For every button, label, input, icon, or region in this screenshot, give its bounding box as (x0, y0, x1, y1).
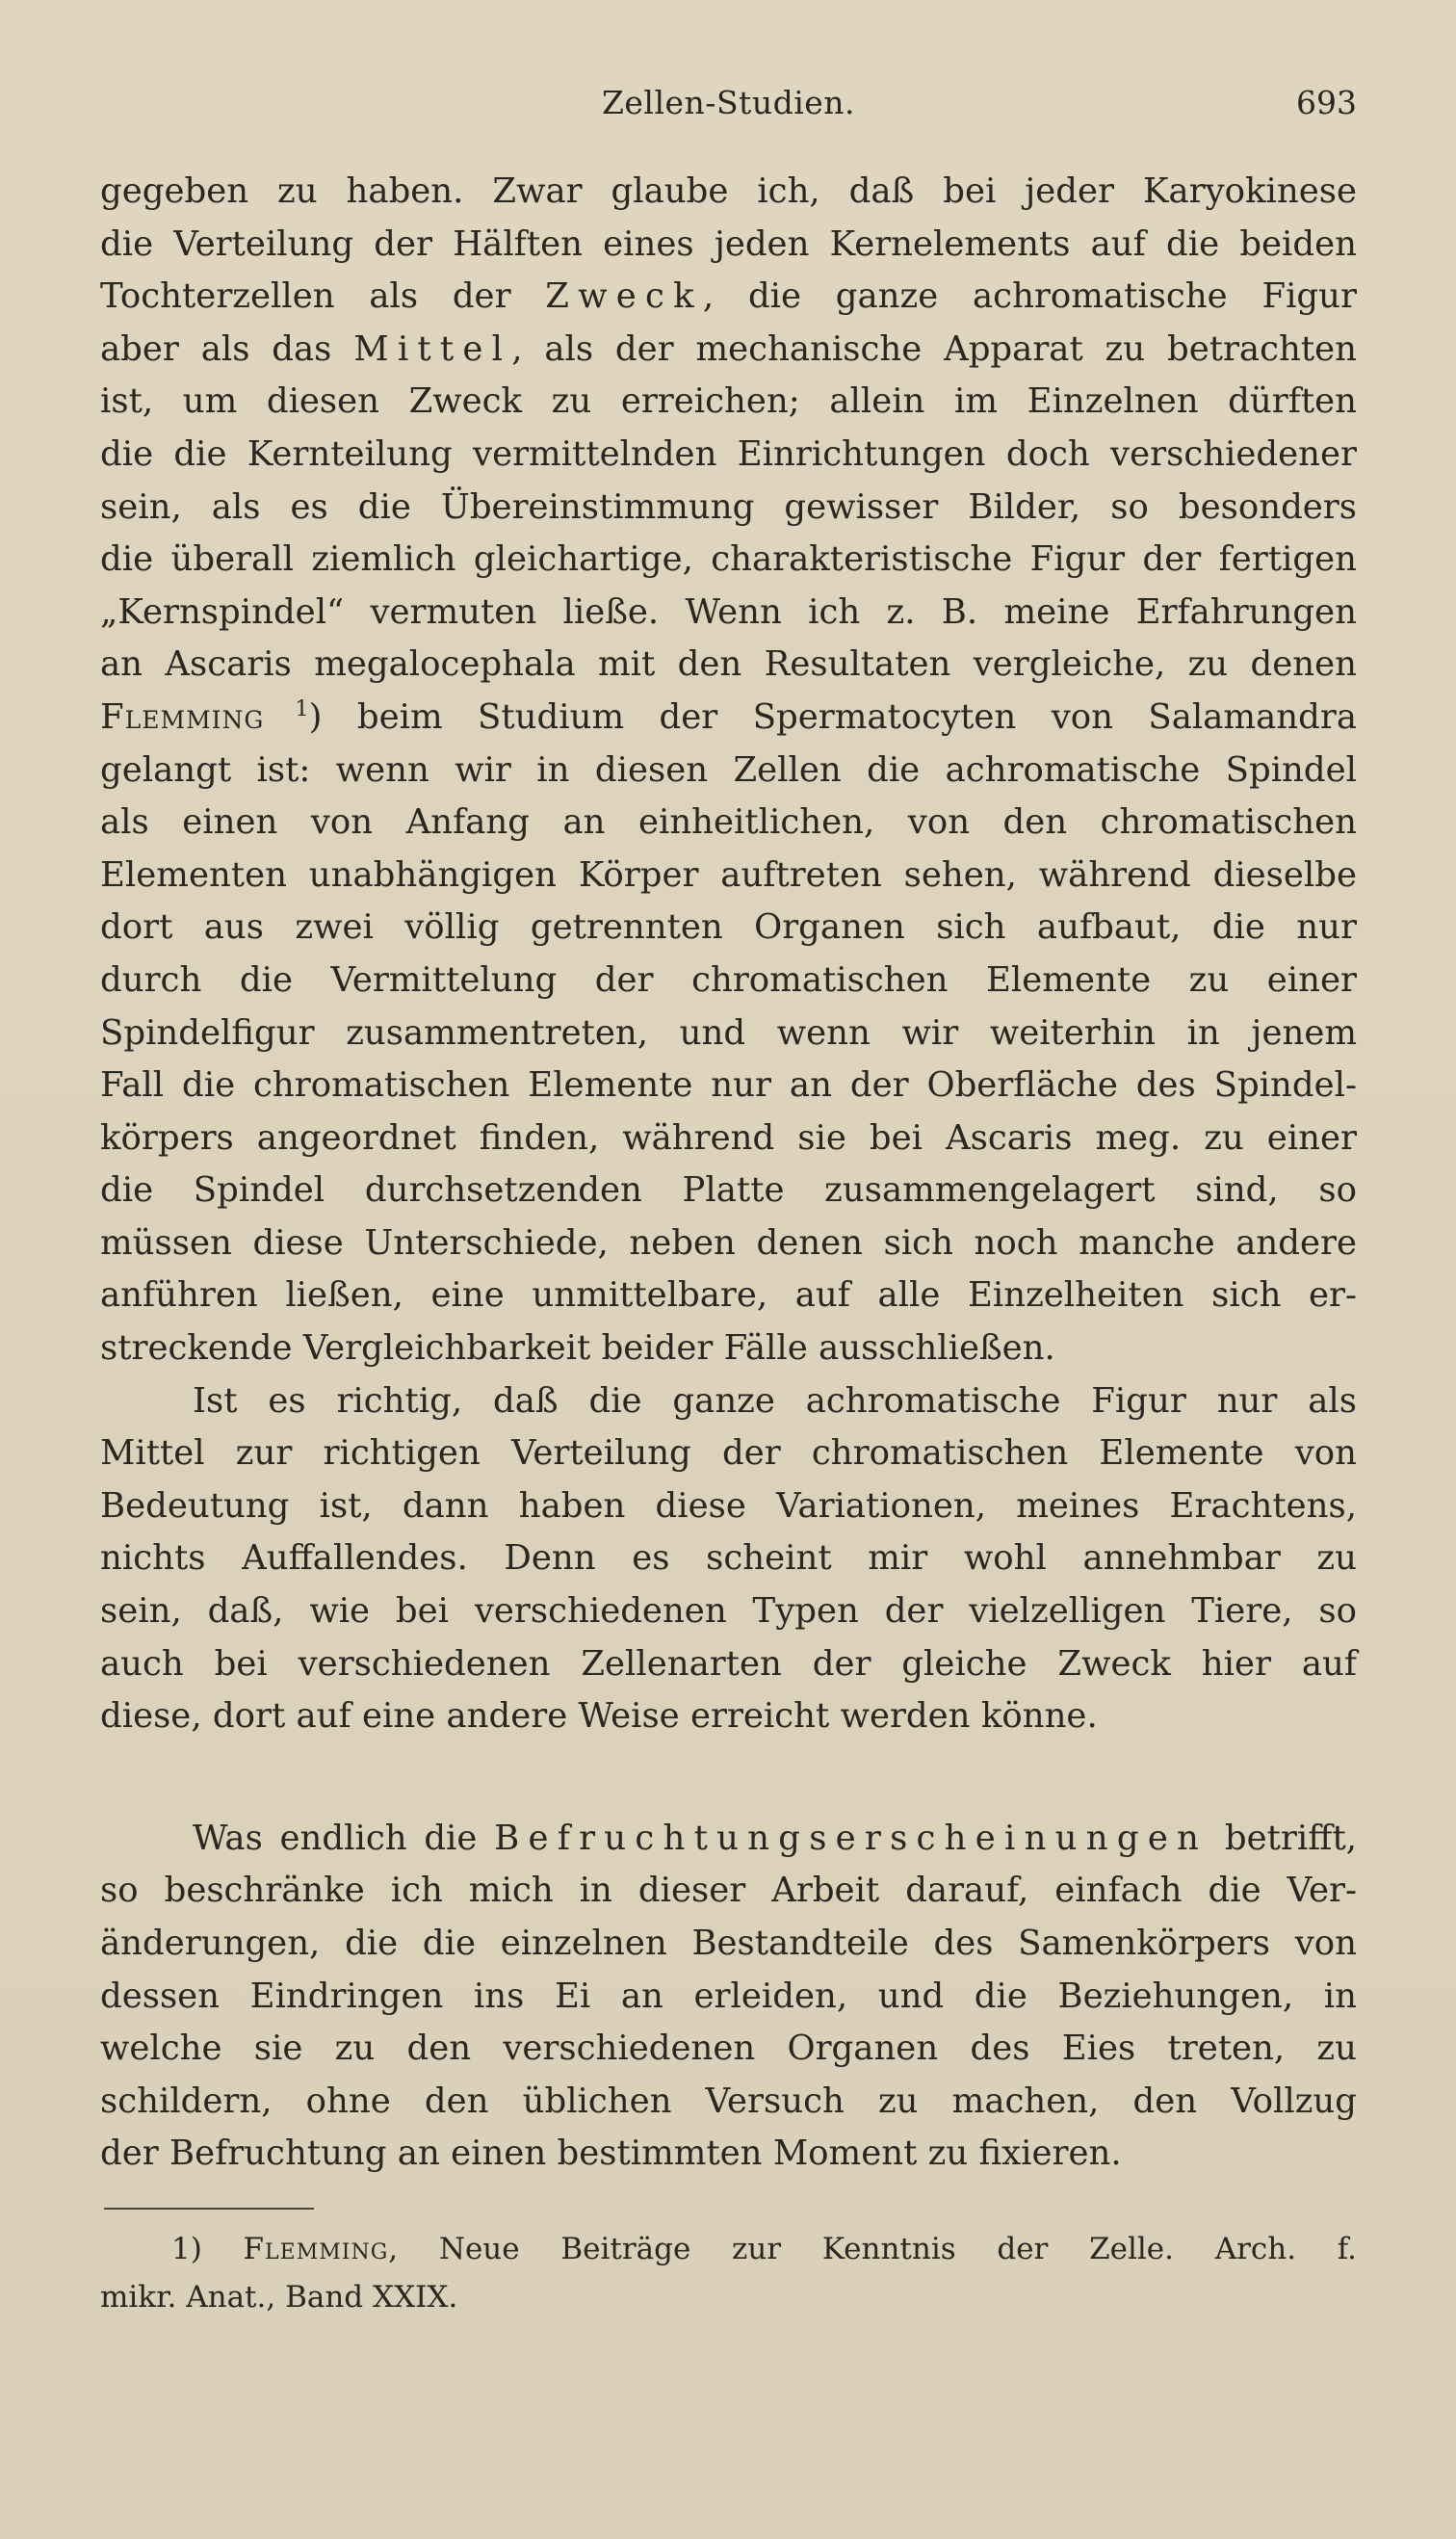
text-line (100, 376, 1357, 429)
running-title: Zellen-Studien. (601, 84, 856, 121)
text-line (100, 1060, 1357, 1112)
text-run: dessen Eindringen ins Ei an erleiden, und die Beziehungen, in (100, 1976, 1357, 2016)
text-run: , als der mechanische Apparat zu betrachten (511, 328, 1357, 369)
text-line (100, 902, 1357, 955)
spaced-emphasis: Befruchtungserscheinungen (494, 1818, 1209, 1858)
text-run: Ist es richtig, daß die ganze achromatische Figur nur als (193, 1380, 1357, 1421)
text-run: dort aus zwei völlig getrennten Organen sich aufbaut, die nur (100, 907, 1357, 948)
text-line (100, 2225, 1357, 2273)
text-line (100, 271, 1357, 324)
text-run: „Kernspindel“ vermuten ließe. Wenn ich z. B. meine Erfahrungen (100, 591, 1357, 632)
text-run: körpers angeordnet finden, während sie bei Ascaris meg. zu einer (100, 1117, 1357, 1158)
text-line (100, 166, 1357, 219)
text-line (100, 1270, 1357, 1322)
text-line (100, 1217, 1357, 1270)
text-line (100, 1427, 1357, 1480)
text-line (100, 1813, 1357, 1866)
text-line (100, 1918, 1357, 1971)
text-run: anführen ließen, eine unmittelbare, auf alle Einzelheiten sich er- (100, 1275, 1357, 1316)
text-run: , die ganze achromatische Figur (702, 276, 1357, 317)
text-run: als einen von Anfang an einheitlichen, von den chromatischen (100, 802, 1357, 843)
text-line (100, 1375, 1357, 1428)
text-line (100, 587, 1357, 640)
text-run: die Spindel durchsetzenden Platte zusammengelagert sind, so (100, 1170, 1357, 1211)
text-run: die überall ziemlich gleichartige, charakteristische Figur der fertigen (100, 539, 1357, 580)
text-run: an Ascaris megalocephala mit den Resultaten vergleiche, zu denen (100, 644, 1357, 685)
text-line (100, 1322, 1357, 1375)
text-run: , Neue Beiträge zur Kenntnis der Zelle. Arch. f. (388, 2232, 1358, 2266)
text-run: Mittel zur richtigen Verteilung der chromatischen Elemente von (100, 1433, 1357, 1474)
text-run: gegeben zu haben. Zwar glaube ich, daß bei jeder Karyokinese (100, 171, 1357, 211)
text-run: müssen diese Unterschiede, neben denen sich noch manche andere (100, 1222, 1357, 1263)
text-run: durch die Vermittelung der chromatischen Elemente zu einer (100, 959, 1357, 1000)
text-run: Elementen unabhängigen Körper auftreten sehen, während dieselbe (100, 854, 1357, 895)
page-number: 693 (1296, 84, 1357, 121)
text-run: Spindelfigur zusammentreten, und wenn wir weiterhin in jenem (100, 1012, 1357, 1053)
text-line (100, 534, 1357, 587)
author-name: Flemming (100, 696, 265, 737)
paragraph-befruchtung (100, 1813, 1357, 2181)
running-head (100, 79, 1357, 127)
footnote-1 (100, 2225, 1357, 2321)
text-run: die Verteilung der Hälften eines jeden Kernelements auf die beiden (100, 223, 1357, 264)
footnote-rule (104, 2208, 314, 2210)
text-line (100, 2023, 1357, 2076)
text-run: Was endlich die (193, 1818, 495, 1858)
text-line (100, 1585, 1357, 1638)
text-run: Tochterzellen als der (100, 276, 546, 317)
text-line (100, 1690, 1357, 1743)
text-line (100, 850, 1357, 903)
spaced-emphasis: Zweck (545, 276, 703, 317)
text-line (100, 1112, 1357, 1165)
text-run: welche sie zu den verschiedenen Organen des Eies treten, zu (100, 2029, 1357, 2069)
text-line (100, 1971, 1357, 2024)
text-line (100, 2273, 1357, 2321)
text-run: sein, als es die Übereinstimmung gewisser Bilder, so besonders (100, 486, 1357, 527)
text-run: so beschränke ich mich in dieser Arbeit darauf, einfach die Ver- (100, 1871, 1357, 1911)
text-run: diese, dort auf eine andere Weise erreicht werden könne. (100, 1696, 1098, 1737)
text-run: schildern, ohne den üblichen Versuch zu machen, den Vollzug (100, 2081, 1357, 2121)
section-gap (100, 1743, 1357, 1813)
text-run: ist, um diesen Zweck zu erreichen; allein im Einzelnen dürften (100, 381, 1357, 422)
paragraph-karyokinese (100, 166, 1357, 1375)
text-line (100, 1480, 1357, 1533)
spaced-emphasis: Mittel (353, 328, 512, 369)
text-run: sein, daß, wie bei verschiedenen Typen der vielzelligen Tiere, so (100, 1591, 1357, 1632)
footnotes (100, 2225, 1357, 2321)
text-line (100, 1008, 1357, 1060)
text-line (100, 955, 1357, 1008)
text-line (100, 1638, 1357, 1691)
text-run: auch bei verschiedenen Zellenarten der gleiche Zweck hier auf (100, 1643, 1357, 1684)
text-run: aber als das (100, 328, 354, 369)
text-line (100, 745, 1357, 798)
text-run: streckende Vergleichbarkeit beider Fälle ausschließen. (100, 1328, 1055, 1369)
text-line (100, 692, 1357, 745)
text-line (100, 1532, 1357, 1585)
text-run: änderungen, die die einzelnen Bestandteile des Samenkörpers von (100, 1924, 1357, 1963)
author-name: Flemming (243, 2232, 389, 2266)
text-line (100, 1165, 1357, 1217)
text-run: nichts Auffallendes. Denn es scheint mir wohl annehmbar zu (100, 1538, 1357, 1579)
text-run: betrifft, (1208, 1818, 1357, 1858)
text-line (100, 1865, 1357, 1918)
text-line (100, 482, 1357, 535)
text-line (100, 639, 1357, 692)
text-run: ) beim Studium der Spermatocyten von Salamandra (308, 696, 1357, 737)
paragraph-achromatische-figur (100, 1375, 1357, 1743)
text-line (100, 797, 1357, 850)
footnote-marker: 1 (264, 697, 309, 722)
text-line (100, 2076, 1357, 2129)
body-text (100, 166, 1357, 2181)
text-run: 1) (171, 2232, 244, 2266)
text-run: der Befruchtung an einen bestimmten Moment zu fixieren. (100, 2133, 1122, 2174)
text-line (100, 219, 1357, 272)
text-run: die die Kernteilung vermittelnden Einrichtungen doch verschiedener (100, 433, 1357, 474)
text-line (100, 429, 1357, 482)
text-run: gelangt ist: wenn wir in diesen Zellen die achromatische Spindel (100, 749, 1357, 790)
text-run: Bedeutung ist, dann haben diese Variationen, meines Erachtens, (100, 1485, 1357, 1526)
text-run: mikr. Anat., Band XXIX. (100, 2280, 458, 2315)
text-run: Fall die chromatischen Elemente nur an der Oberfläche des Spindel- (100, 1065, 1357, 1106)
text-line (100, 324, 1357, 377)
text-line (100, 2128, 1357, 2181)
